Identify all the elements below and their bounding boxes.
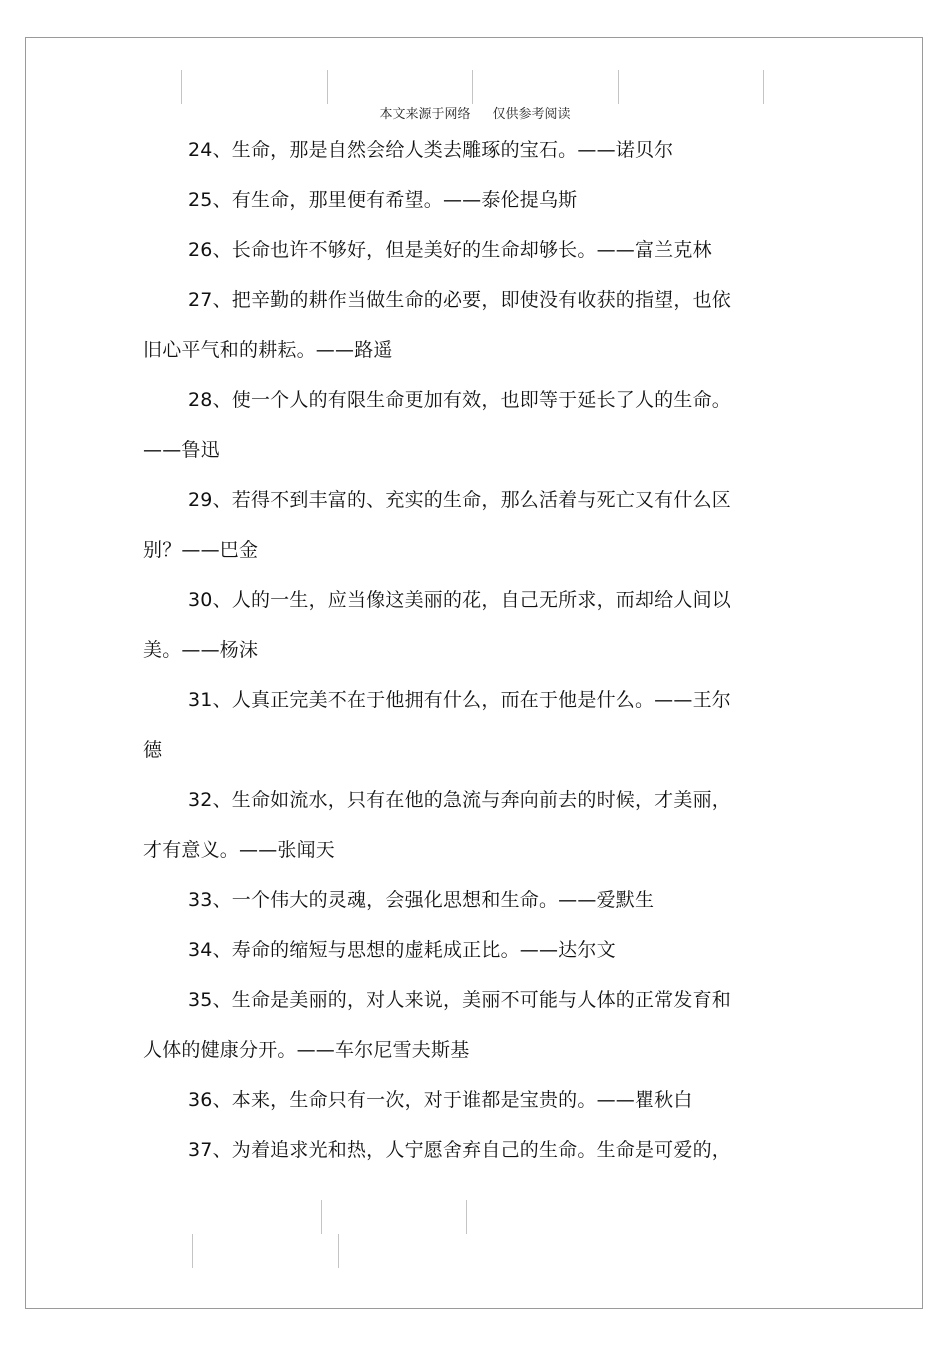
text-line: 29、若得不到丰富的、充实的生命，那么活着与死亡又有什么区 — [188, 489, 731, 511]
text-line: 26、长命也许不够好，但是美好的生命却够长。——富兰克林 — [188, 239, 712, 261]
footer-divider-line — [321, 1200, 322, 1234]
text-line: 37、为着追求光和热，人宁愿舍弃自己的生命。生命是可爱的， — [188, 1139, 731, 1161]
text-line: 别？——巴金 — [143, 539, 259, 561]
text-line: 德 — [143, 739, 163, 761]
text-line: 35、生命是美丽的，对人来说，美丽不可能与人体的正常发育和 — [188, 989, 731, 1011]
text-line: 25、有生命，那里便有希望。——泰伦提乌斯 — [188, 189, 578, 211]
text-line: 36、本来，生命只有一次，对于谁都是宝贵的。——瞿秋白 — [188, 1089, 693, 1111]
text-line: ——鲁迅 — [143, 439, 220, 461]
footer-divider-line — [338, 1234, 339, 1268]
page-frame — [25, 37, 923, 1309]
reading-note: 仅供参考阅读 — [492, 107, 571, 122]
text-line: 31、人真正完美不在于他拥有什么，而在于他是什么。——王尔 — [188, 689, 731, 711]
source-note: 本文来源于网络 — [379, 107, 471, 122]
text-line: 28、使一个人的有限生命更加有效，也即等于延长了人的生命。 — [188, 389, 731, 411]
text-line: 24、生命，那是自然会给人类去雕琢的宝石。——诺贝尔 — [188, 139, 674, 161]
header-divider-line — [618, 70, 619, 104]
text-line: 旧心平气和的耕耘。——路遥 — [143, 339, 393, 361]
text-line: 人体的健康分开。——车尔尼雪夫斯基 — [143, 1039, 470, 1061]
footer-divider-line — [192, 1234, 193, 1268]
text-line: 34、寿命的缩短与思想的虚耗成正比。——达尔文 — [188, 939, 616, 961]
text-line: 32、生命如流水，只有在他的急流与奔向前去的时候，才美丽， — [188, 789, 731, 811]
footer-divider-line — [466, 1200, 467, 1234]
text-line: 27、把辛勤的耕作当做生命的必要，即使没有收获的指望，也依 — [188, 289, 731, 311]
header-divider-line — [181, 70, 182, 104]
header-divider-line — [472, 70, 473, 104]
header-divider-line — [327, 70, 328, 104]
text-line: 30、人的一生，应当像这美丽的花，自己无所求，而却给人间以 — [188, 589, 731, 611]
text-line: 才有意义。——张闻天 — [143, 839, 336, 861]
header-note — [0, 103, 950, 122]
text-line: 美。——杨沫 — [143, 639, 259, 661]
header-divider-line — [763, 70, 764, 104]
text-line: 33、一个伟大的灵魂，会强化思想和生命。——爱默生 — [188, 889, 655, 911]
